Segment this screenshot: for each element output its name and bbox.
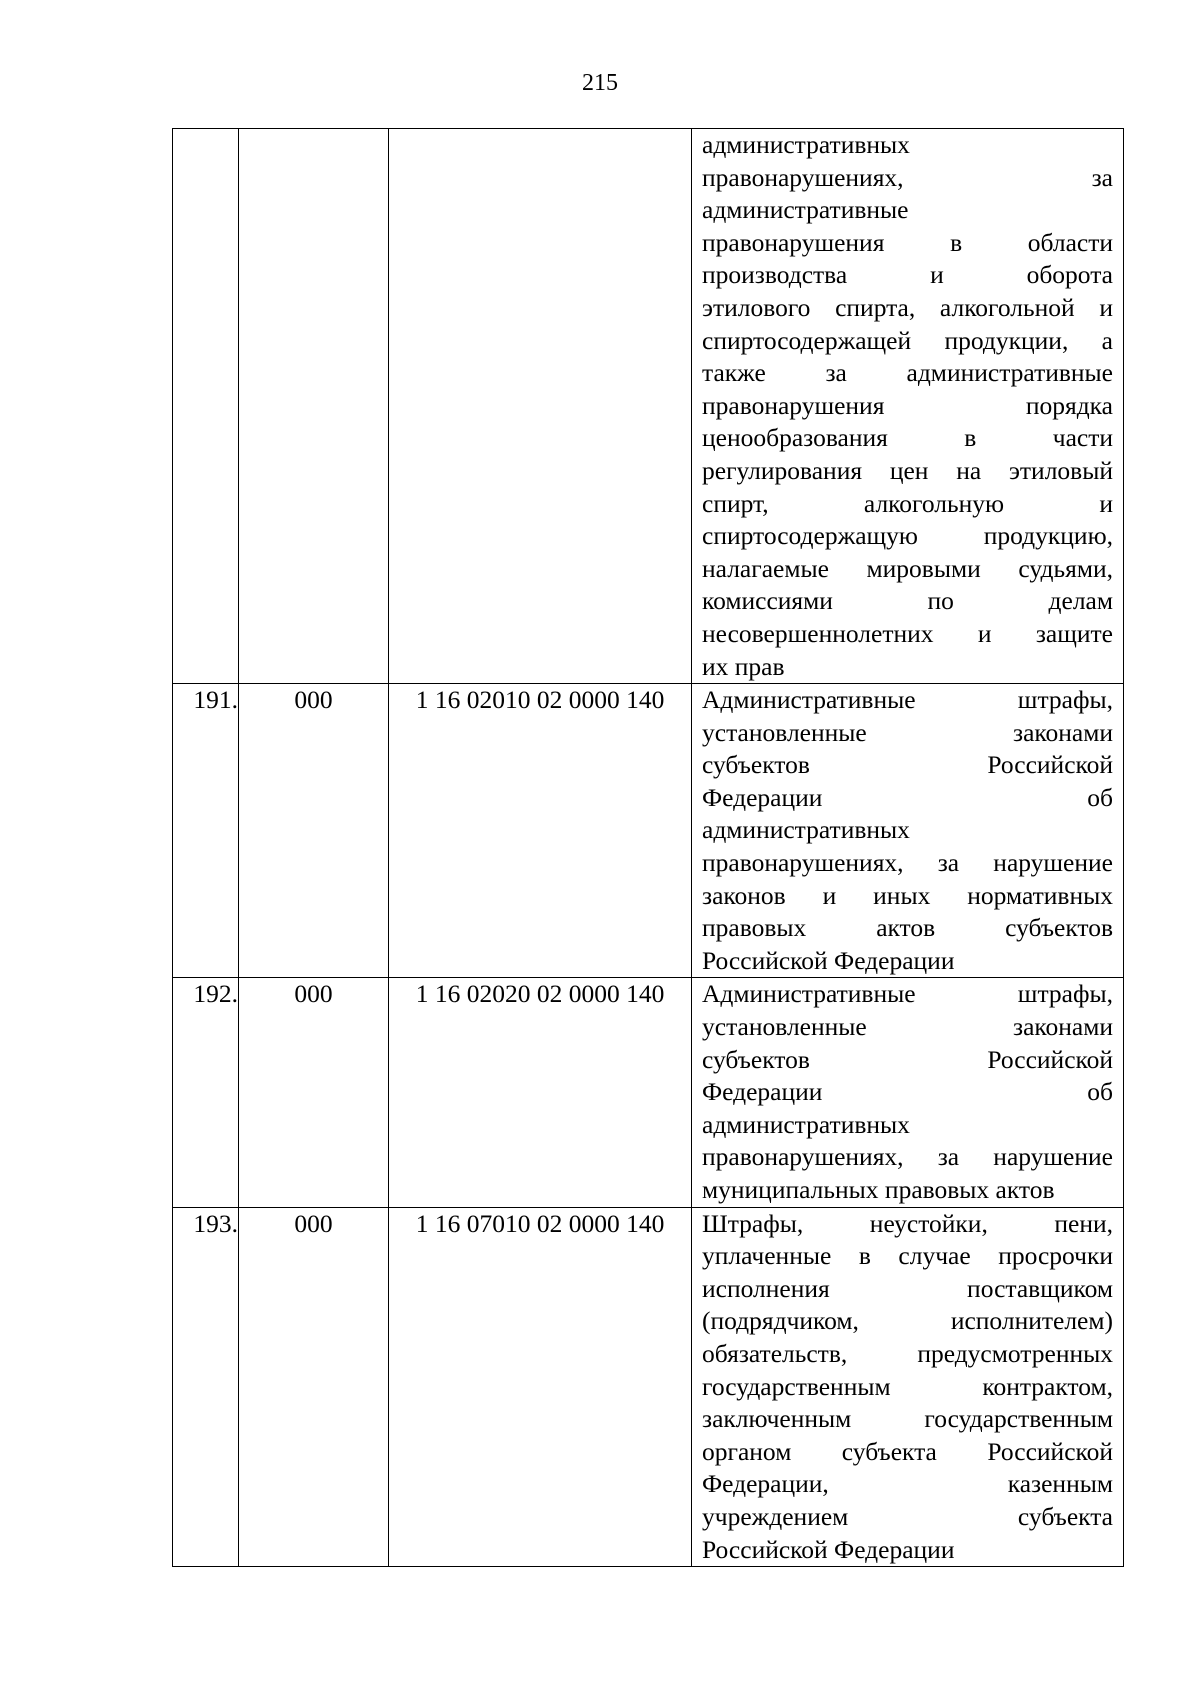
description-line: спиртосодержащую продукцию, (702, 521, 1113, 551)
description-line: административные (702, 195, 909, 225)
administrator-code-cell: 000 (239, 684, 389, 978)
description-line: обязательств, предусмотренных (702, 1338, 1113, 1368)
description-line: Административные штрафы, (702, 979, 1113, 1009)
table-row (173, 684, 1124, 978)
description-line: несовершеннолетних и защите (702, 618, 1113, 648)
description-line: ценообразования в части (702, 423, 1113, 453)
description-line: установленные законами (702, 1012, 1113, 1042)
description-line: субъектов Российской (702, 1044, 1113, 1074)
description-line: Штрафы, неустойки, пени, (702, 1208, 1113, 1238)
row-number-cell: 192. (173, 978, 239, 1207)
description-line: спиртосодержащей продукции, а (702, 325, 1113, 355)
description-line: законов и иных нормативных (702, 880, 1113, 910)
administrator-code-cell: 000 (239, 1207, 389, 1567)
administrator-code-cell (239, 129, 389, 684)
table-row (173, 129, 1124, 684)
description-line: административных (702, 130, 910, 159)
description-line: муниципальных правовых актов (702, 1175, 1055, 1204)
description-line: Федерации, казенным (702, 1469, 1113, 1499)
row-number-cell: 191. (173, 684, 239, 978)
description-line: также за административные (702, 358, 1113, 388)
description-cell (692, 129, 1124, 684)
description-line: правонарушениях, за (702, 162, 1113, 192)
budget-classification-code-cell: 1 16 02010 02 0000 140 (389, 684, 692, 978)
table-row (173, 978, 1124, 1207)
description-line: органом субъекта Российской (702, 1436, 1113, 1466)
description-line: правонарушения в области (702, 227, 1113, 257)
description-line: спирт, алкогольную и (702, 488, 1113, 518)
description-line: государственным контрактом, (702, 1371, 1113, 1401)
description-line: Федерации об (702, 782, 1113, 812)
page-number: 215 (582, 70, 618, 96)
description-line: (подрядчиком, исполнителем) (702, 1306, 1113, 1336)
table-row (173, 1207, 1124, 1567)
budget-classification-code-cell (389, 129, 692, 684)
description-line: регулирования цен на этиловый (702, 455, 1113, 485)
budget-classification-code-cell: 1 16 02020 02 0000 140 (389, 978, 692, 1207)
description-cell (692, 1207, 1124, 1567)
description-line: правонарушениях, за нарушение (702, 1142, 1113, 1172)
description-line: правонарушениях, за нарушение (702, 848, 1113, 878)
description-line: правовых актов субъектов (702, 913, 1113, 943)
description-line: их прав (702, 651, 785, 681)
description-line: правонарушения порядка (702, 390, 1113, 420)
description-line: Федерации об (702, 1077, 1113, 1107)
description-line: исполнения поставщиком (702, 1273, 1113, 1303)
row-number-cell: 193. (173, 1207, 239, 1567)
budget-classification-code-cell: 1 16 07010 02 0000 140 (389, 1207, 692, 1567)
description-line: установленные законами (702, 717, 1113, 747)
description-line: уплаченные в случае просрочки (702, 1241, 1113, 1271)
description-line: налагаемые мировыми судьями, (702, 553, 1113, 583)
description-line: учреждением субъекта (702, 1501, 1113, 1531)
administrator-code-cell: 000 (239, 978, 389, 1207)
description-line: административных (702, 1109, 910, 1139)
revenue-code-table (172, 128, 1124, 1567)
description-line: Российской Федерации (702, 1534, 955, 1564)
description-line: комиссиями по делам (702, 586, 1113, 616)
row-number-cell (173, 129, 239, 684)
description-line: Административные штрафы, (702, 685, 1113, 715)
description-line: заключенным государственным (702, 1404, 1113, 1434)
description-line: производства и оборота (702, 260, 1113, 290)
description-line: Российской Федерации (702, 945, 955, 975)
description-cell (692, 978, 1124, 1207)
description-line: этилового спирта, алкогольной и (702, 292, 1113, 322)
description-line: административных (702, 815, 910, 845)
table-body (173, 129, 1124, 1567)
description-cell (692, 684, 1124, 978)
description-line: субъектов Российской (702, 750, 1113, 780)
